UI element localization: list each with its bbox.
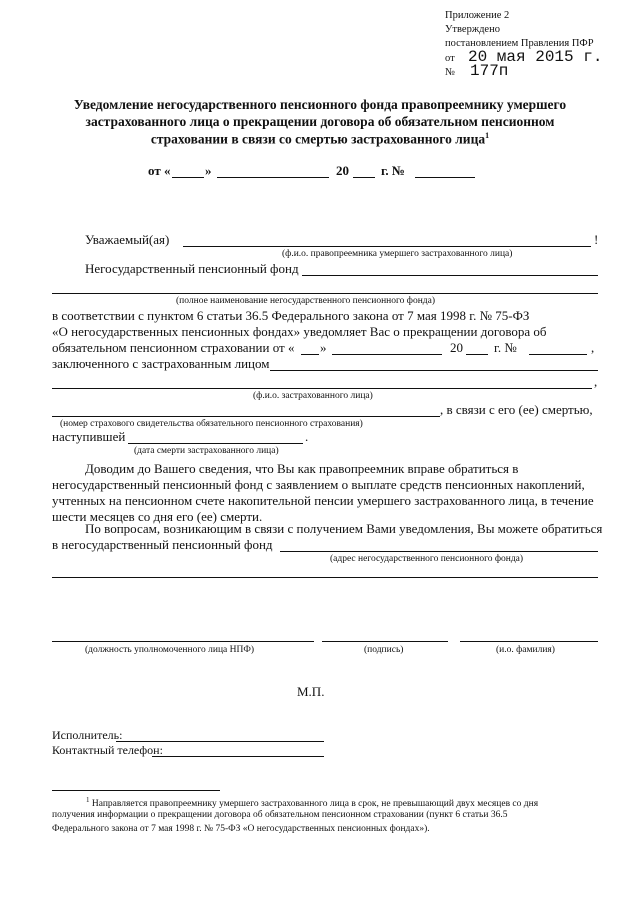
p1-line-4: заключенного с застрахованным лицом (52, 356, 270, 371)
p1-line-3c: 20 (450, 340, 463, 355)
footnote-divider (52, 790, 220, 791)
p1-line-3e: , (591, 340, 595, 355)
footnote-line-1: $^1$ Направляется правопреемнику умершего застрахованного лица в срок, не превышающий двух месяцев со дня (86, 796, 539, 810)
appendix-line-1: Приложение 2 (445, 10, 510, 21)
insured-comma: , (594, 374, 598, 389)
dateline-number-field[interactable] (415, 177, 475, 178)
npf-address-field-1[interactable] (280, 551, 598, 552)
contract-month-field[interactable] (332, 354, 442, 355)
p3-line-2: в негосударственный пенсионный фонд (52, 537, 273, 552)
p1-line-3a: обязательном пенсионном страховании от « (52, 340, 295, 355)
hint-certificate: (номер страхового свидетельства обязательного пенсионного страхования) (60, 419, 363, 429)
p1-line-3d: г. № (494, 340, 517, 355)
phone-field[interactable] (152, 756, 324, 757)
dateline-from: от « (148, 163, 171, 178)
fullname-field[interactable] (460, 641, 598, 642)
npf-name-field-1[interactable] (302, 275, 598, 276)
title-line-3: страховании в связи со смертью застрахованного лица$^1$ (150, 131, 490, 147)
title-footnote-mark: 1 (485, 131, 490, 140)
footnote-line-3: Федерального закона от 7 мая 1998 г. № 75-ФЗ «О негосударственных пенсионных фондах»). (52, 824, 430, 834)
hint-position: (должность уполномоченного лица НПФ) (85, 645, 255, 655)
title-line-1: Уведомление негосударственного пенсионного фонда правопреемнику умершего (73, 97, 567, 112)
hint-signature: (подпись) (364, 645, 404, 655)
hint-name: (и.о. фамилия) (496, 645, 555, 655)
executor-label: Исполнитель: (52, 728, 123, 742)
footnote-mark: 1 (86, 796, 90, 804)
contract-day-field[interactable] (301, 354, 319, 355)
p2-line-3: учтенных на пенсионном счете накопительной пенсии умершего застрахованного лица, в течение (52, 493, 594, 508)
p1-line-2: «О негосударственных пенсионных фондах» уведомляет Вас о прекращении договора об (52, 324, 547, 339)
occurred-label: наступившей (52, 429, 126, 444)
insured-name-field-2[interactable] (52, 388, 592, 389)
phone-label: Контактный телефон: (52, 743, 163, 757)
dateline-day-field[interactable] (172, 177, 204, 178)
dateline-year: 20 (336, 163, 349, 178)
hint-successor: (ф.и.о. правопреемника умершего застрахованного лица) (282, 249, 513, 259)
hint-death-date: (дата смерти застрахованного лица) (134, 446, 279, 456)
insured-name-field-1[interactable] (270, 370, 598, 371)
p3-line-1: По вопросам, возникающим в связи с получением Вами уведомления, Вы можете обратиться (85, 521, 603, 536)
dateline-close-quote: » (205, 163, 212, 178)
hint-address: (адрес негосударственного пенсионного фонда) (330, 554, 524, 564)
npf-label: Негосударственный пенсионный фонд (85, 261, 299, 276)
death-date-field[interactable] (128, 443, 303, 444)
title-line-2: застрахованного лица о прекращении договора об обязательном пенсионном (85, 114, 555, 129)
hint-insured: (ф.и.о. застрахованного лица) (253, 391, 373, 401)
appendix-from-label: от (445, 53, 455, 64)
p2-line-1: Доводим до Вашего сведения, что Вы как правопреемник вправе обратиться в (85, 461, 519, 476)
executor-field[interactable] (116, 741, 324, 742)
dear-label: Уважаемый(ая) (85, 232, 170, 247)
death-tail: , в связи с его (ее) смертью, (440, 402, 593, 417)
appendix-line-2: Утверждено (445, 24, 500, 35)
p2-line-4: шести месяцев со дня его (ее) смерти. (52, 509, 263, 524)
contract-year-field[interactable] (466, 354, 488, 355)
p2-line-2: негосударственный пенсионный фонд с заявлением о выплате средств пенсионных накоплений, (52, 477, 585, 492)
position-field[interactable] (52, 641, 314, 642)
seal-label: М.П. (297, 684, 325, 699)
hint-npf-name: (полное наименование негосударственного пенсионного фонда) (176, 296, 435, 306)
footnote-line-2: получения информации о прекращении договора об обязательном пенсионном страховании (пункт 6 статьи 36.5 (52, 810, 508, 820)
certificate-number-field[interactable] (52, 416, 440, 417)
signature-field[interactable] (322, 641, 448, 642)
appendix-line-3: постановлением Правления ПФР (445, 38, 594, 49)
p1-line-3b: » (320, 340, 327, 355)
dateline-g-no: г. № (381, 163, 406, 178)
appendix-no-label: № (445, 67, 456, 78)
exclamation: ! (594, 232, 599, 247)
dateline-month-field[interactable] (217, 177, 329, 178)
appendix-date-stamp: 20 мая 2015 г. (468, 48, 603, 66)
appendix-number-stamp: 177п (470, 62, 509, 80)
dateline-year-field[interactable] (353, 177, 375, 178)
occurred-dot: . (305, 429, 309, 444)
contract-number-field[interactable] (529, 354, 587, 355)
npf-address-field-2[interactable] (52, 577, 598, 578)
successor-name-field[interactable] (183, 246, 591, 247)
npf-name-field-2[interactable] (52, 293, 598, 294)
p1-line-1: в соответствии с пунктом 6 статьи 36.5 Федерального закона от 7 мая 1998 г. № 75-ФЗ (52, 308, 530, 323)
